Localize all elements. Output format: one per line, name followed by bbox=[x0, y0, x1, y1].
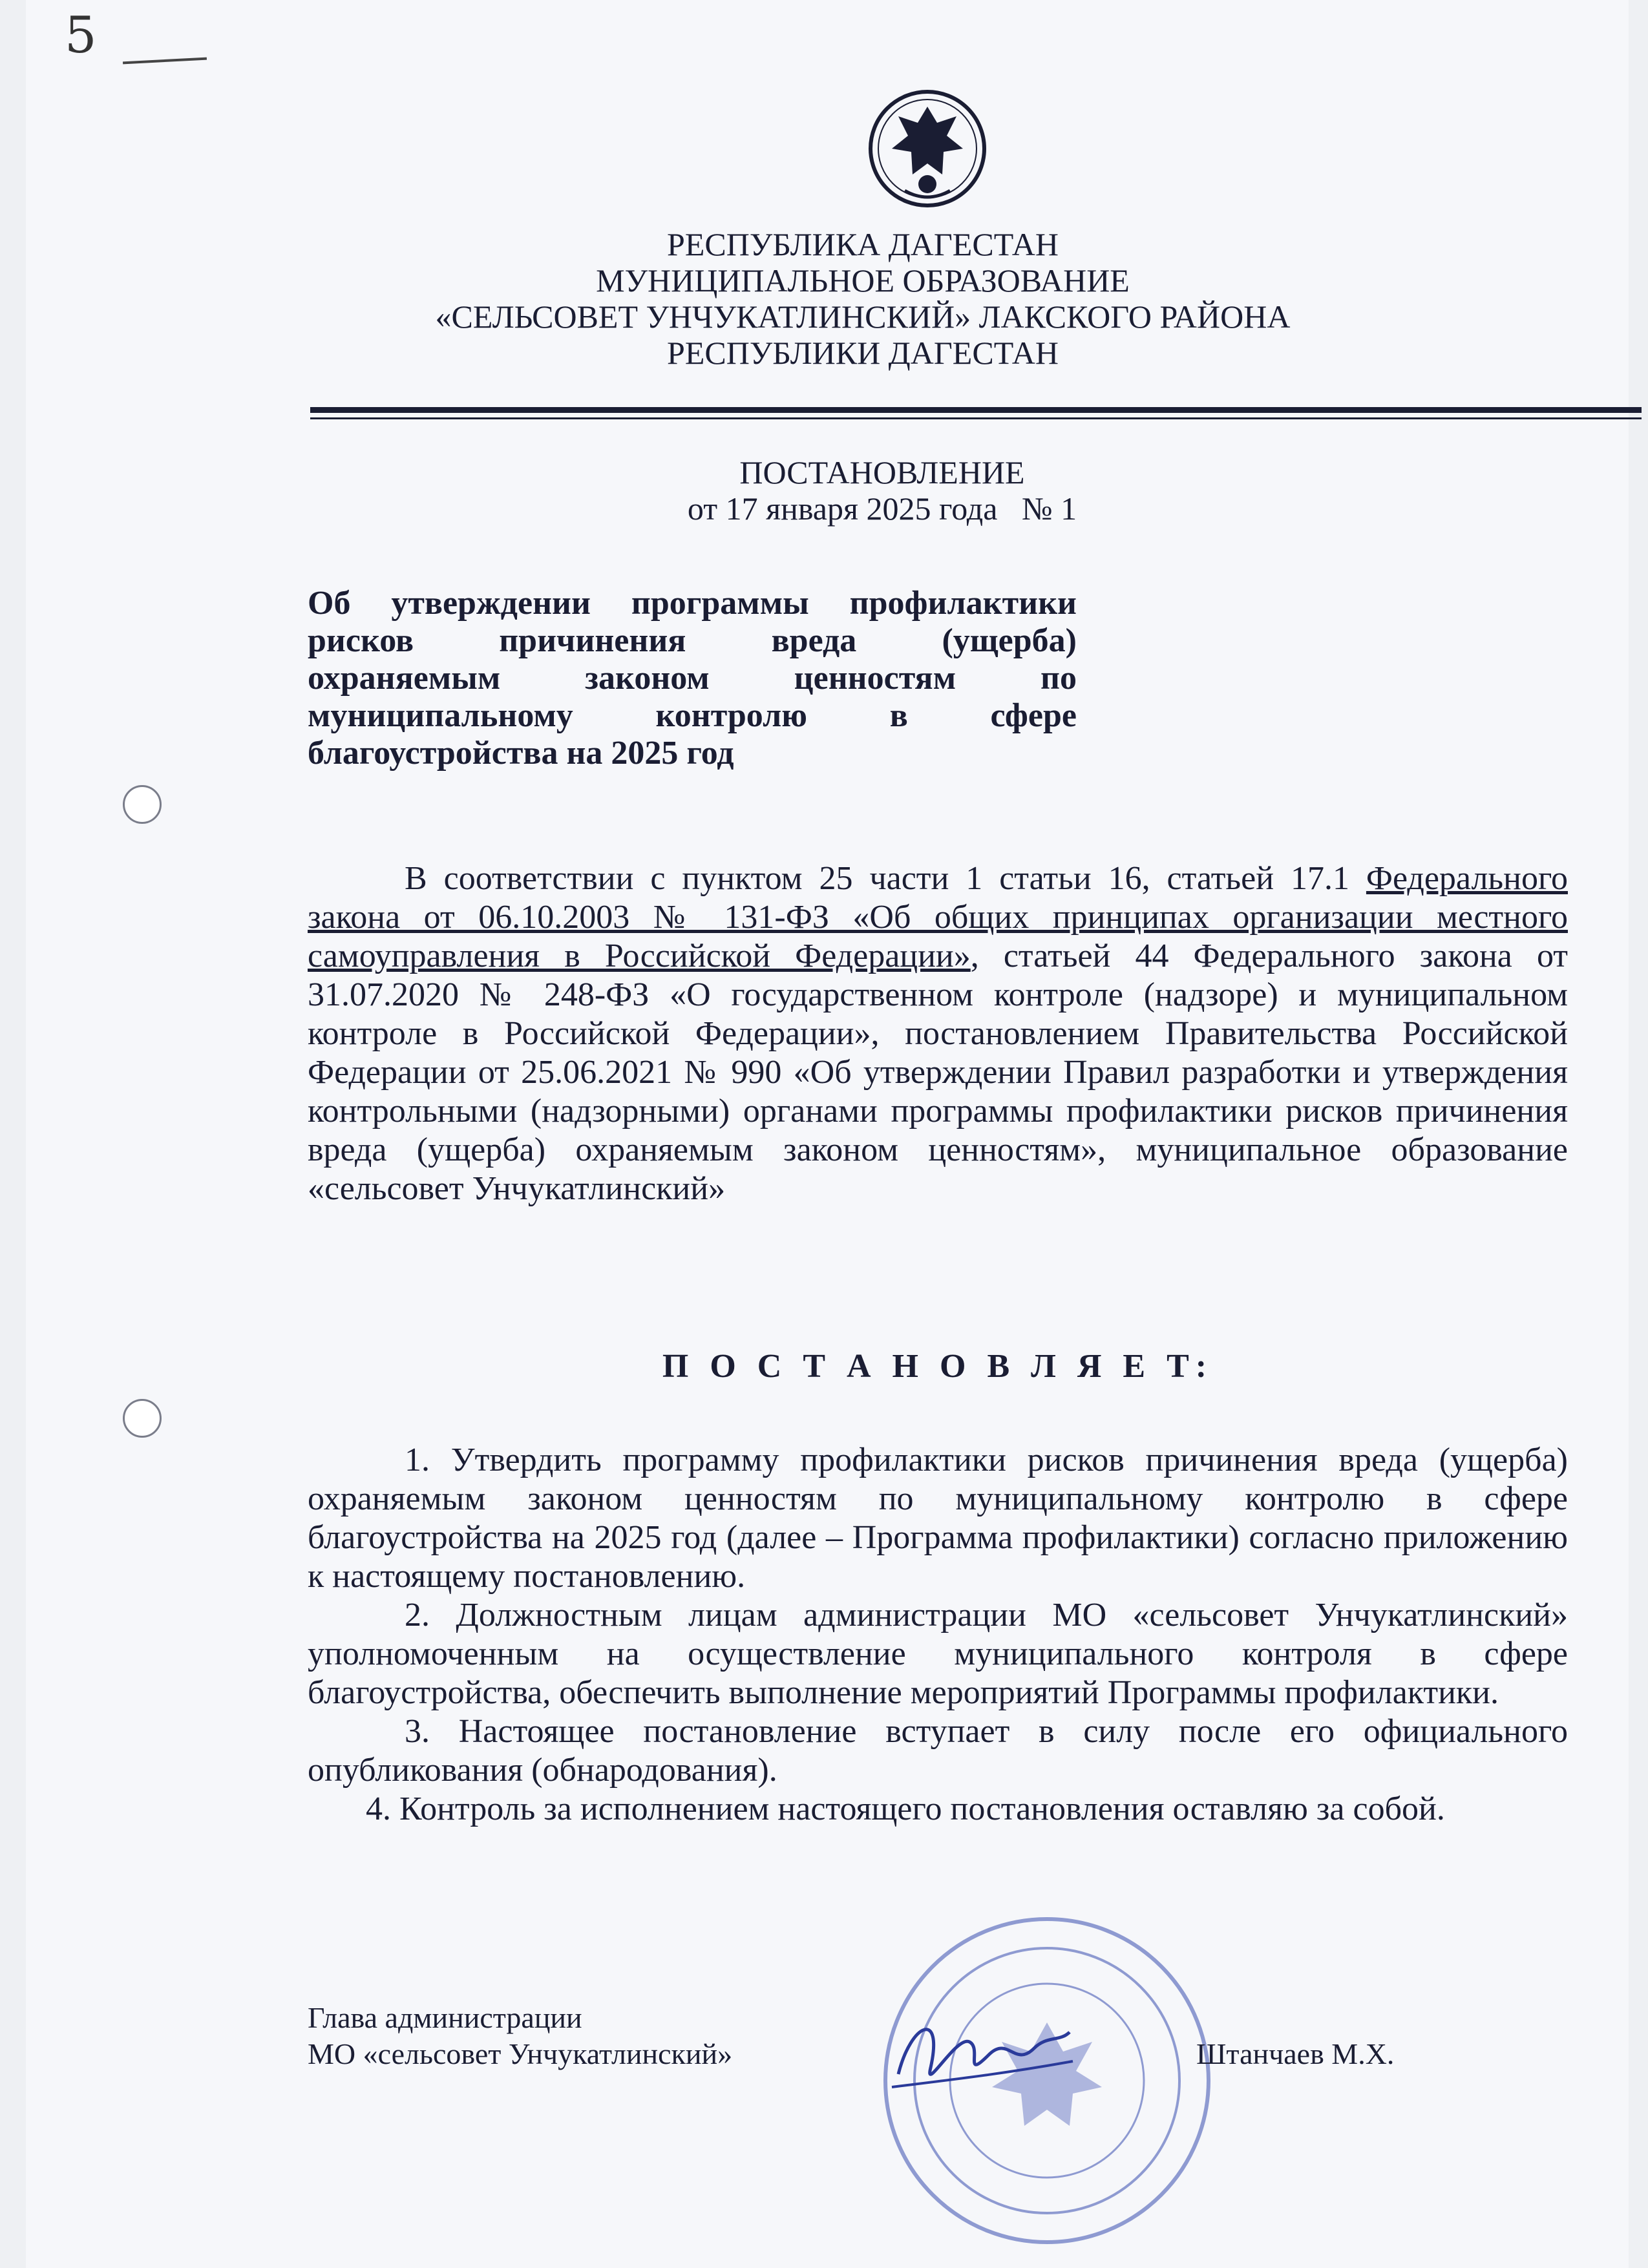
document-date-number: от 17 января 2025 года № 1 bbox=[687, 490, 1077, 527]
subject-line: Об утверждении программы профилактики bbox=[308, 585, 1077, 622]
punch-hole-top bbox=[123, 785, 162, 824]
resolve-heading: П О С Т А Н О В Л Я Е Т: bbox=[662, 1348, 1214, 1385]
document-page bbox=[26, 0, 1629, 2268]
document-subject bbox=[308, 585, 1077, 772]
resolution-item: 3. Настоящее постановление вступает в силу после его официального опубликования (обнародования). bbox=[308, 1713, 1568, 1789]
signatory-position: Глава администрации bbox=[308, 2001, 582, 2034]
signature-block bbox=[308, 2000, 1568, 2072]
preamble bbox=[308, 859, 1568, 1208]
resolution-item: 2. Должностным лицам администрации МО «сельсовет Унчукатлинский» уполномоченным на осуществление муниципального контроля в сфере благоустройства, обеспечить выполнение мероприятий Программы профилактики. bbox=[308, 1597, 1568, 1711]
resolution-item: 1. Утвердить программу профилактики рисков причинения вреда (ущерба) охраняемым законом ценностям по муниципальному контролю в сфере благоустройства на 2025 год (далее – Программа профилактики) согласно приложению к настоящему постановлению. bbox=[308, 1442, 1568, 1595]
document-title-block bbox=[543, 454, 1221, 527]
punch-hole-bottom bbox=[123, 1399, 162, 1438]
resolution-item: 4. Контроль за исполнением настоящего постановления оставляю за собой. bbox=[366, 1790, 1445, 1827]
subject-line: охраняемым законом ценностям по bbox=[308, 660, 1077, 697]
header-line-municipality: МУНИЦИПАЛЬНОЕ ОБРАЗОВАНИЕ bbox=[596, 262, 1130, 299]
issuer-header bbox=[284, 226, 1441, 371]
resolution-items bbox=[308, 1441, 1568, 1829]
subject-line: рисков причинения вреда (ущерба) bbox=[308, 622, 1077, 659]
preamble-text: , статьей 44 Федерального закона от 31.07.2020 № 248-ФЗ «О государственном контроле (надзоре) и муниципальном контроле в Российской Федерации», постановлением Правительства Российской Федерации от 25.06.2021 № 990 «Об утверждении Правил разработки и утверждения контрольными (надзорными) органами программы профилактики рисков причинения вреда (ущерба) охраняемым законом ценностям», муниципальное образование «сельсовет Унчукатлинский» bbox=[308, 938, 1568, 1207]
header-rule-thick bbox=[310, 407, 1642, 413]
signatory-name: Штанчаев М.Х. bbox=[1196, 2037, 1395, 2070]
preamble-law-reference: Федерального закона от 06.10.2003 № 131-ФЗ «Об общих принципах организации местного самоуправления в Российской Федерации» bbox=[308, 860, 1568, 974]
header-line-region: РЕСПУБЛИКИ ДАГЕСТАН bbox=[667, 335, 1059, 371]
signatory-organization: МО «сельсовет Унчукатлинский» bbox=[308, 2037, 733, 2070]
header-line-republic: РЕСПУБЛИКА ДАГЕСТАН bbox=[667, 226, 1059, 262]
handwritten-mark bbox=[123, 58, 207, 65]
subject-line: муниципальному контролю в сфере bbox=[308, 697, 1077, 734]
document-type: ПОСТАНОВЛЕНИЕ bbox=[739, 454, 1025, 490]
subject-line: благоустройства на 2025 год bbox=[308, 735, 734, 772]
coat-of-arms-emblem bbox=[866, 87, 989, 210]
preamble-paragraph bbox=[308, 859, 1568, 1208]
preamble-text: В соответствии с пунктом 25 части 1 статьи 16, статьей 17.1 bbox=[405, 860, 1366, 897]
header-line-council: «СЕЛЬСОВЕТ УНЧУКАТЛИНСКИЙ» ЛАКСКОГО РАЙОНА bbox=[435, 299, 1291, 335]
handwritten-page-number: 5 bbox=[65, 6, 97, 65]
header-rule-thin bbox=[310, 417, 1642, 419]
